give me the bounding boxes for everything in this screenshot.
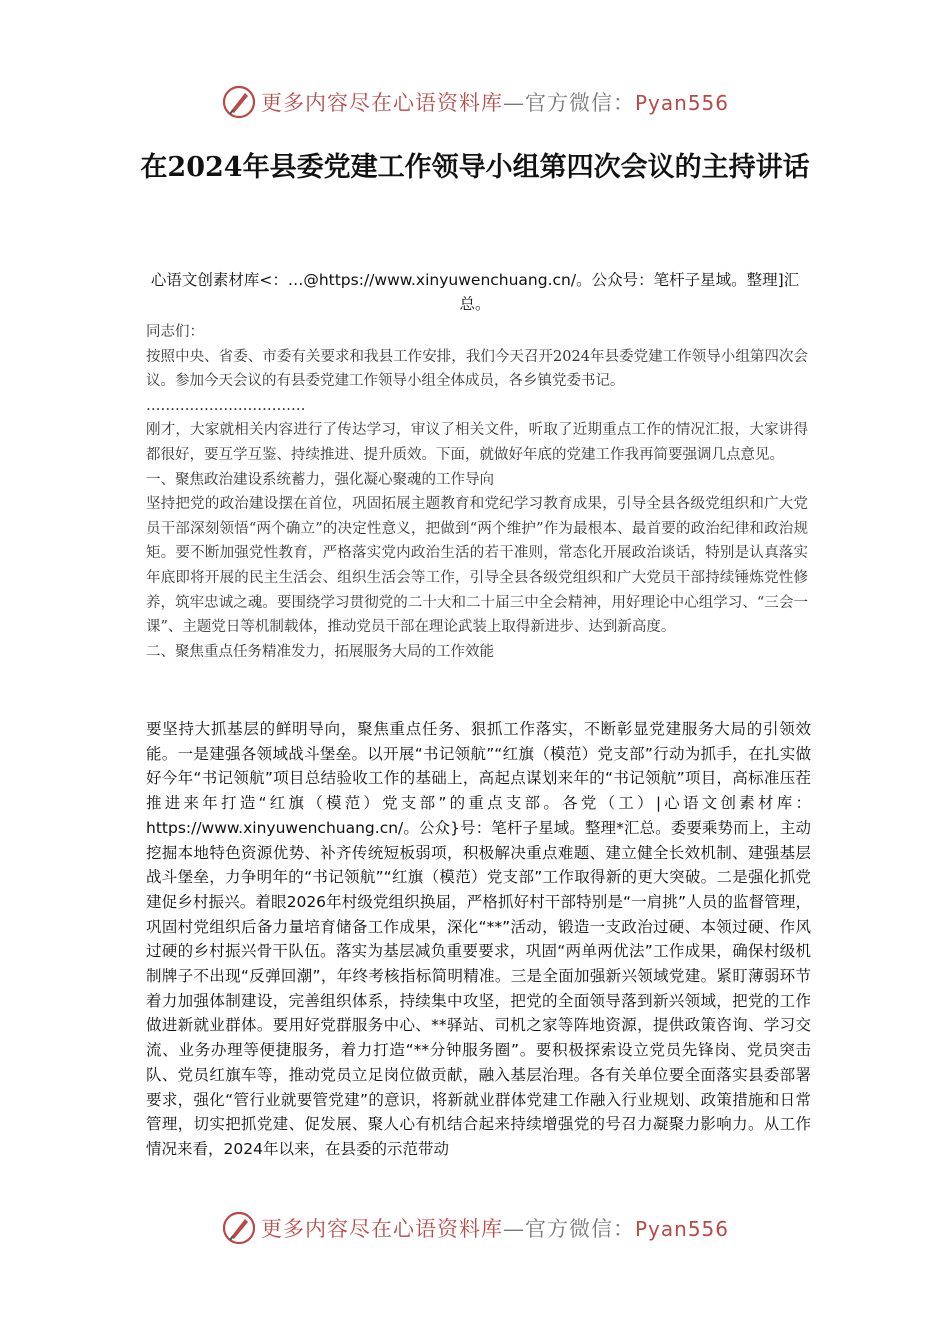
section-heading-2: 二、聚焦重点任务精准发力，拓展服务大局的工作效能 [146, 643, 494, 660]
document-title: 在2024年县委党建工作领导小组第四次会议的主持讲话 [140, 152, 810, 183]
watermark-dash: — [502, 1217, 525, 1241]
watermark-tail: 官方微信： [524, 91, 635, 115]
watermark-main: 更多内容尽在心语资料库 [260, 1217, 503, 1241]
body-serif [146, 320, 808, 664]
salutation: 同志们： [146, 324, 204, 340]
ellipsis-line: …………………………… [146, 397, 306, 414]
watermark-text [261, 87, 729, 117]
watermark-text [261, 1213, 729, 1243]
watermark-id: Pyan556 [634, 1217, 729, 1241]
watermark-footer [0, 1206, 950, 1250]
body-sans [146, 717, 811, 1162]
paragraph-section-2: 要坚持大抓基层的鲜明导向，聚焦重点任务、狠抓工作落实，不断彰显党建服务大局的引领效能。一是建强各领域战斗堡垒。以开展“书记领航”“红旗（模范）党支部”行动为抓手，在扎实做好今年“书记领航”项目总结验收工作的基础上，高起点谋划来年的“书记领航”项目，高标准压茬推进来年打造“红旗（模范）党支部”的重点支部。各党（工）|心语文创素材库：https://www.xinyuwenchuang.cn/。公众}号：笔杆子星域。整理*汇总。委要乘势而上，主动挖掘本地特色资源优势、补齐传统短板弱项，积极解决重点难题、建立健全长效机制、建强基层战斗堡垒，力争明年的“书记领航”“红旗（模范）党支部”工作取得新的更大突破。二是强化抓党建促乡村振兴。着眼2026年村级党组织换届，严格抓好村干部特别是“一肩挑”人员的监督管理，巩固村党组织后备力量培育储备工作成果，深化“**”活动，锻造一支政治过硬、本领过硬、作风过硬的乡村振兴骨干队伍。落实为基层减负重要要求，巩固“两单两优法”工作成果，确保村级机制牌子不出现“反弹回潮”，年终考核指标简明精准。三是全面加强新兴领域党建。紧盯薄弱环节着力加强体制建设，完善组织体系，持续集中攻坚，把党的全面领导落到新兴领域，把党的工作做进新就业群体。要用好党群服务中心、**驿站、司机之家等阵地资源，提供政策咨询、学习交流、业务办理等便捷服务，着力打造“**分钟服务圈”。要积极探索设立党员先锋岗、党员突击队、党员红旗车等，推动党员立足岗位做贡献，融入基层治理。各有关单位要全面落实县委部署要求，强化“管行业就要管党建”的意识，将新就业群体党建工作融入行业规划、政策措施和日常管理，切实把抓党建、促发展、聚人心有机结合起来持续增强党的号召力凝聚力影响力。从工作情况来看，2024年以来，在县委的示范带动 [146, 720, 811, 1158]
watermark-tail: 官方微信： [524, 1217, 635, 1241]
paragraph-section-1: 坚持把党的政治建设摆在首位，巩固拓展主题教育和党纪学习教育成果，引导全县各级党组织和广大党员干部深刻领悟“两个确立”的决定性意义，把做到“两个维护”作为最根本、最首要的政治纪律和政治规矩。要不断加强党性教育，严格落实党内政治生活的若干准则，常态化开展政治谈话，特别是认真落实年底即将开展的民主生活会、组织生活会等工作，引导全县各级党组织和广大党员干部持续锤炼党性修养，筑牢忠诚之魂。要围绕学习贯彻党的二十大和二十届三中全会精神，用好理论中心组学习、“三会一课”、主题党日等机制载体，推动党员干部在理论武装上取得新进步、达到新高度。 [146, 496, 808, 636]
quill-pen-logo-icon [221, 84, 257, 120]
section-heading-1: 一、聚焦政治建设系统蓄力，强化凝心聚魂的工作导向 [146, 471, 494, 488]
watermark-id: Pyan556 [634, 91, 729, 115]
paragraph-intro: 按照中央、省委、市委有关要求和我县工作安排，我们今天召开2024年县委党建工作领导小组第四次会议。参加今天会议的有县委党建工作领导小组全体成员，各乡镇党委书记。 [146, 348, 808, 390]
source-line: 心语文创素材库<：…@https://www.xinyuwenchuang.cn/。公众号：笔杆子星域。整理]汇总。 [150, 271, 800, 313]
watermark-main: 更多内容尽在心语资料库 [260, 91, 503, 115]
watermark-header [0, 80, 950, 124]
paragraph-review: 刚才，大家就相关内容进行了传达学习，审议了相关文件，听取了近期重点工作的情况汇报，大家讲得都很好，要互学互鉴、持续推进、提升质效。下面，就做好年底的党建工作我再简要强调几点意见。 [146, 422, 808, 463]
watermark-dash: — [502, 91, 525, 115]
quill-pen-logo-icon [221, 1210, 257, 1246]
